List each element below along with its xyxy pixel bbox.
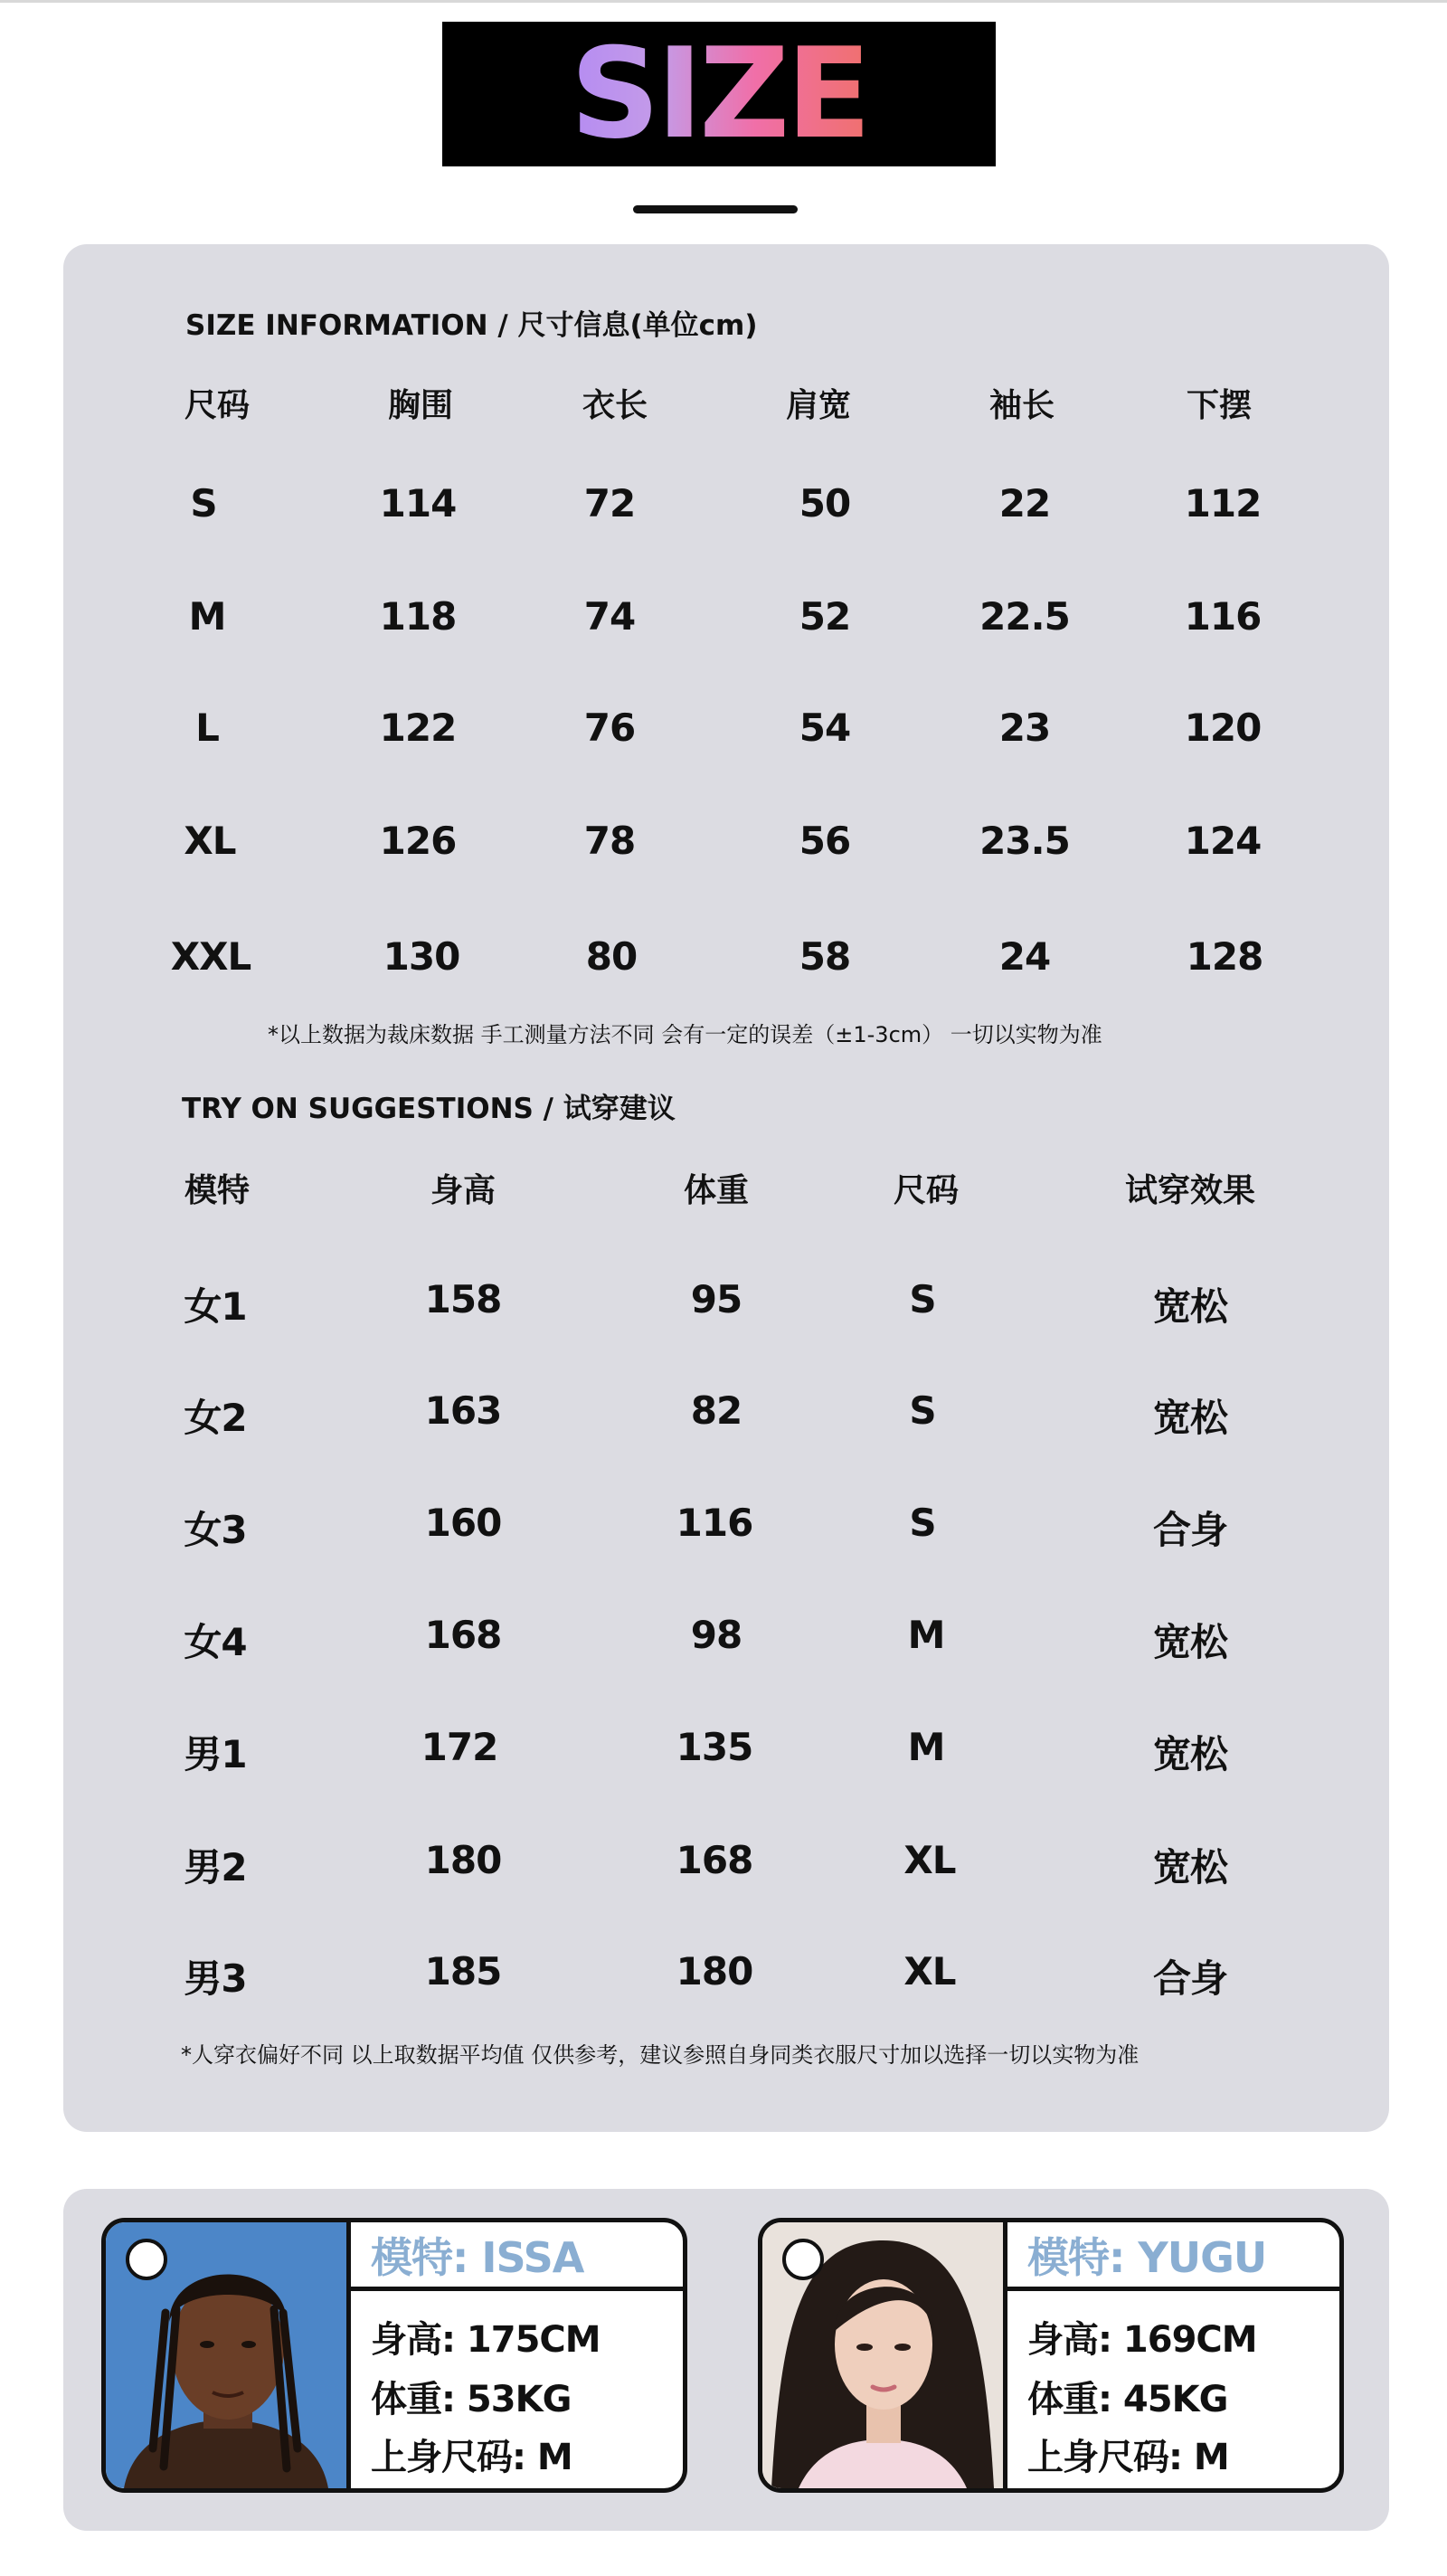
model-cell: 男3 [184,1956,247,2001]
model-cell: 女1 [184,1284,247,1329]
tryon-size-cell: S [909,1501,936,1545]
height-cell: 158 [424,1277,502,1321]
weight-cell: 168 [676,1838,753,1882]
model-weight: 体重: 45KG [1027,2379,1228,2420]
card-hole [782,2239,824,2280]
hem-cell: 116 [1184,594,1262,639]
length-cell: 78 [583,819,636,863]
weight-cell: 95 [690,1277,742,1321]
weight-cell: 135 [676,1725,753,1769]
shoulder-cell: 56 [799,819,851,863]
sleeve-cell: 22 [998,481,1051,526]
fit-header: 试穿效果 [1124,1172,1256,1209]
shoulder-cell: 58 [799,934,851,979]
hem-cell: 112 [1184,481,1262,526]
tryon-size-cell: XL [903,1949,956,1994]
try-on-title: TRY ON SUGGESTIONS / 试穿建议 [182,1093,676,1125]
size-note: *以上数据为裁床数据 手工测量方法不同 会有一定的误差（±1-3cm） 一切以实物为准 [268,1022,1102,1047]
tryon-size-cell: S [909,1388,936,1433]
chest-cell: 126 [379,819,457,863]
fit-cell: 合身 [1152,1956,1228,2001]
fit-cell: 宽松 [1152,1284,1228,1329]
model-cell: 男1 [184,1732,247,1776]
model-card-yugu [758,2218,1344,2493]
tryon-size-cell: XL [903,1838,956,1882]
length-header: 衣长 [582,387,648,424]
height-cell: 185 [424,1949,502,1994]
size-cell: XL [184,819,236,863]
model-card-issa [101,2218,687,2493]
size-header: 尺码 [184,387,251,424]
height-cell: 160 [424,1501,502,1545]
size-cell: L [195,706,219,750]
weight-cell: 82 [690,1388,742,1433]
tryon-size-cell: S [909,1277,936,1321]
size-cell: XXL [170,934,251,979]
shoulder-cell: 52 [799,594,851,639]
height-cell: 172 [421,1725,498,1769]
sleeve-cell: 22.5 [979,594,1070,639]
model-cell: 男2 [184,1845,247,1889]
model-weight: 体重: 53KG [371,2379,572,2420]
chest-cell: 114 [379,481,457,526]
height-header: 身高 [430,1172,497,1209]
chest-cell: 130 [383,934,460,979]
fit-cell: 宽松 [1152,1845,1228,1889]
weight-header: 体重 [683,1172,750,1209]
banner-title: SIZE [570,21,868,166]
sleeve-header: 袖长 [988,387,1055,424]
weight-cell: 180 [676,1949,753,1994]
height-cell: 168 [424,1613,502,1657]
divider-bar [633,205,798,213]
length-cell: 72 [583,481,636,526]
tryon-size-header: 尺码 [893,1172,960,1209]
model-cell: 女4 [184,1620,247,1664]
chest-cell: 118 [379,594,457,639]
model-cell: 女2 [184,1396,247,1440]
fit-cell: 合身 [1152,1508,1228,1552]
model-size: 上身尺码: M [371,2437,572,2478]
fit-cell: 宽松 [1152,1732,1228,1776]
try-on-note: *人穿衣偏好不同 以上取数据平均值 仅供参考，建议参照自身同类衣服尺寸加以选择一切以实物为准 [181,2042,1140,2068]
size-banner [442,22,996,166]
model-height: 身高: 175CM [371,2319,601,2361]
hem-header: 下摆 [1186,387,1253,424]
chest-cell: 122 [379,706,457,750]
shoulder-cell: 50 [799,481,851,526]
model-size: 上身尺码: M [1027,2437,1229,2478]
height-cell: 163 [424,1388,502,1433]
length-cell: 76 [583,706,636,750]
top-border [0,0,1447,3]
sleeve-cell: 23.5 [979,819,1070,863]
tryon-size-cell: M [907,1613,945,1657]
size-cell: S [190,481,217,526]
card-hole [126,2239,167,2280]
sleeve-cell: 23 [998,706,1051,750]
tryon-size-cell: M [907,1725,945,1769]
fit-cell: 宽松 [1152,1620,1228,1664]
fit-cell: 宽松 [1152,1396,1228,1440]
hem-cell: 120 [1184,706,1262,750]
hem-cell: 128 [1186,934,1263,979]
height-cell: 180 [424,1838,502,1882]
sleeve-cell: 24 [998,934,1051,979]
model-header: 模特 [184,1172,251,1209]
model-cell: 女3 [184,1508,247,1552]
weight-cell: 98 [690,1613,742,1657]
shoulder-header: 肩宽 [785,387,852,424]
length-cell: 74 [583,594,636,639]
length-cell: 80 [585,934,638,979]
shoulder-cell: 54 [799,706,851,750]
hem-cell: 124 [1184,819,1262,863]
size-cell: M [188,594,226,639]
model-height: 身高: 169CM [1027,2319,1257,2361]
model-name: 模特: YUGU [1007,2222,1339,2291]
size-info-title: SIZE INFORMATION / 尺寸信息(单位cm) [185,309,758,342]
chest-header: 胸围 [387,387,454,424]
model-name: 模特: ISSA [351,2222,683,2291]
weight-cell: 116 [676,1501,753,1545]
